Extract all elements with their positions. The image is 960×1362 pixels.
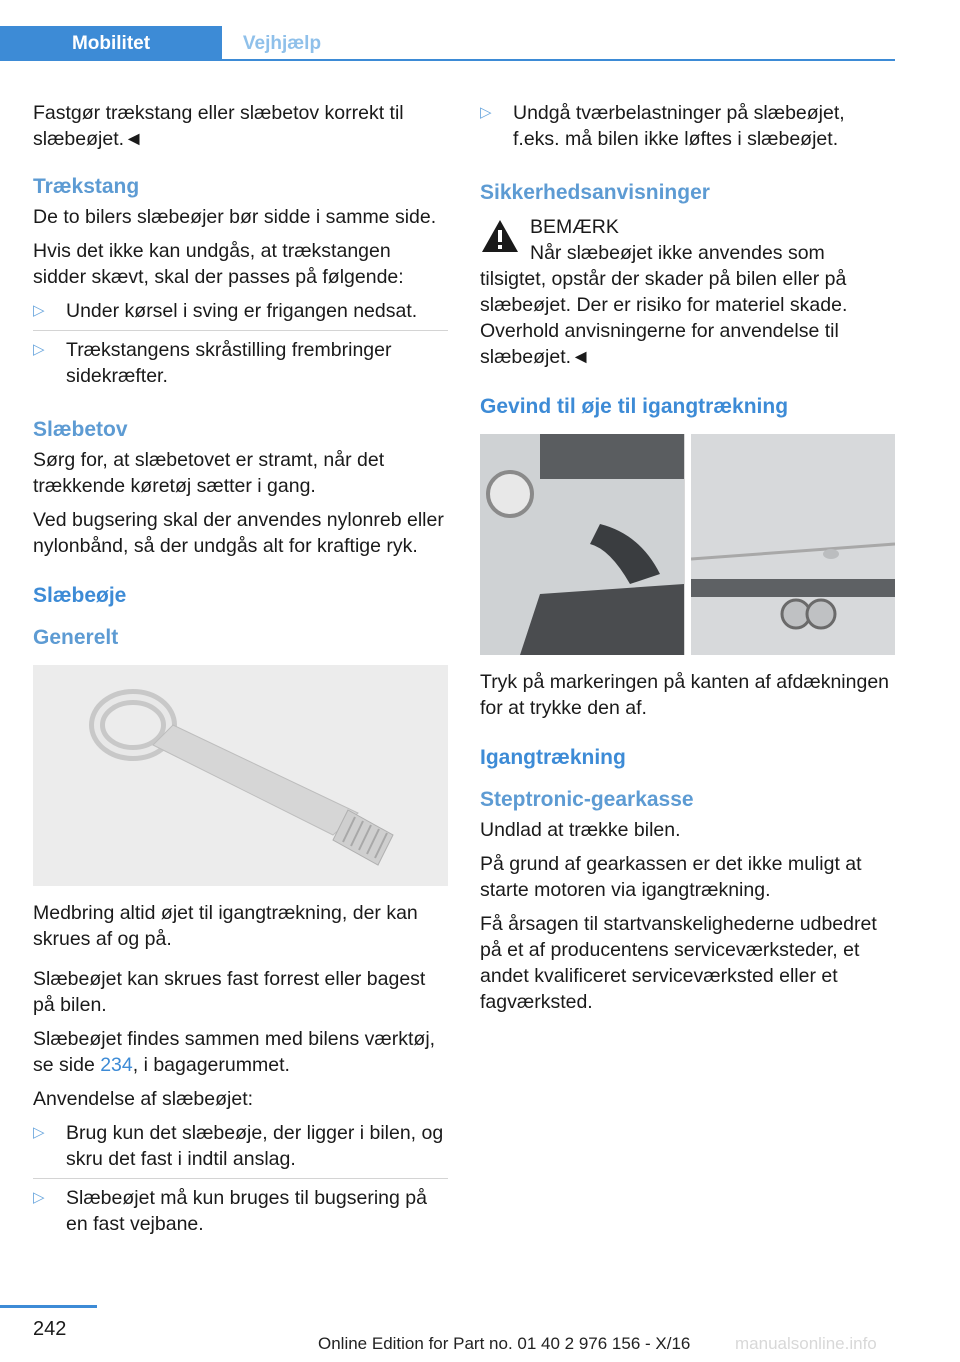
car-photos	[480, 434, 895, 655]
paragraph: Få årsagen til startvanskelighederne udbedret på et af producentens serviceværksteder, et andet kvalificeret serviceværksted eller et fagværksted.	[480, 913, 877, 1013]
warning-triangle-icon	[480, 218, 520, 254]
list-item: ▷ Undgå tværbelastninger på slæbeøjet, f.eks. må bilen ikke løftes i slæbeøjet.	[480, 102, 845, 150]
left-column	[33, 100, 448, 1249]
paragraph: Slæbeøjet kan skrues fast forrest eller bagest på bilen.	[33, 968, 426, 1016]
warning-title: BEMÆRK	[530, 216, 619, 238]
watermark: manualsonline.info	[735, 1334, 877, 1353]
page-header	[0, 26, 895, 62]
heading-generelt: Generelt	[33, 626, 119, 649]
heading-gevind: Gevind til øje til igangtrækning	[480, 395, 789, 418]
triangle-bullet-icon: ▷	[33, 1189, 45, 1206]
paragraph: Anvendelse af slæbeøjet:	[33, 1088, 254, 1110]
bullet-list	[33, 1120, 448, 1243]
heading-igangtraekning: Igangtrækning	[480, 746, 626, 769]
tab-vejhjaelp[interactable]: Vejhjælp	[242, 33, 322, 54]
paragraph: Sørg for, at slæbetovet er stramt, når det trækkende køretøj sætter i gang.	[33, 449, 385, 497]
paragraph: Undlad at trække bilen.	[480, 819, 681, 841]
tab-mobilitet[interactable]: Mobilitet	[0, 26, 222, 61]
triangle-bullet-icon: ▷	[33, 1124, 45, 1141]
heading-traekstang: Trækstang	[33, 175, 140, 198]
triangle-bullet-icon: ▷	[33, 302, 45, 319]
list-item: ▷ Slæbeøjet må kun bruges til bugsering på en fast vejbane.	[33, 1187, 427, 1235]
warning-text: Når slæbeøjet ikke anvendes som tilsigtet, opstår der skader på bilen eller på slæbeøjet. Der er risiko for materiel skade. Overhold anvisningerne for anvendelse til slæbeøjet.◄	[480, 242, 848, 368]
bullet-list	[480, 100, 895, 158]
triangle-bullet-icon: ▷	[480, 104, 492, 121]
page-number: 242	[33, 1318, 67, 1340]
heading-slaebetov: Slæbetov	[33, 418, 128, 441]
paragraph: Medbring altid øjet til igangtrækning, der kan skrues af og på.	[33, 902, 418, 950]
heading-sikkerhed: Sikkerhedsanvisninger	[480, 181, 710, 204]
tow-eye-image	[33, 665, 448, 886]
list-item: ▷ Trækstangens skråstilling frembringer sidekræfter.	[33, 339, 392, 387]
right-column	[480, 100, 895, 1023]
paragraph: De to bilers slæbeøjer bør sidde i samme side.	[33, 206, 437, 228]
paragraph: Hvis det ikke kan undgås, at trækstangen sidder skævt, skal der passes på følgende:	[33, 240, 404, 288]
rear-bumper-image	[691, 434, 896, 655]
warning-box	[480, 214, 895, 240]
triangle-bullet-icon: ▷	[33, 341, 45, 358]
heading-slaeboeje: Slæbeøje	[33, 584, 127, 607]
list-item: ▷ Brug kun det slæbeøje, der ligger i bilen, og skru det fast i indtil anslag.	[33, 1120, 448, 1179]
page-link[interactable]: 234	[100, 1054, 133, 1076]
paragraph: Tryk på markeringen på kanten af afdækningen for at trykke den af.	[480, 671, 890, 719]
paragraph: Slæbeøjet findes sammen med bilens værktøj, se side 234, i bagagerummet.	[33, 1028, 436, 1076]
edition-text: Online Edition for Part no. 01 40 2 976 156 - X/16	[318, 1334, 691, 1353]
list-item: ▷ Under kørsel i sving er frigangen nedsat.	[33, 298, 448, 331]
footer-divider	[0, 1305, 97, 1308]
front-bumper-image	[480, 434, 685, 655]
intro-text: Fastgør trækstang eller slæbetov korrekt til slæbeøjet.◄	[33, 102, 404, 150]
heading-steptronic: Steptronic-gearkasse	[480, 788, 694, 811]
header-divider	[0, 59, 895, 61]
paragraph: Ved bugsering skal der anvendes nylonreb eller nylonbånd, så der undgås alt for kraftige ryk.	[33, 509, 444, 557]
paragraph: På grund af gearkassen er det ikke muligt at starte motoren via igangtrækning.	[480, 853, 862, 901]
bullet-list	[33, 298, 448, 395]
